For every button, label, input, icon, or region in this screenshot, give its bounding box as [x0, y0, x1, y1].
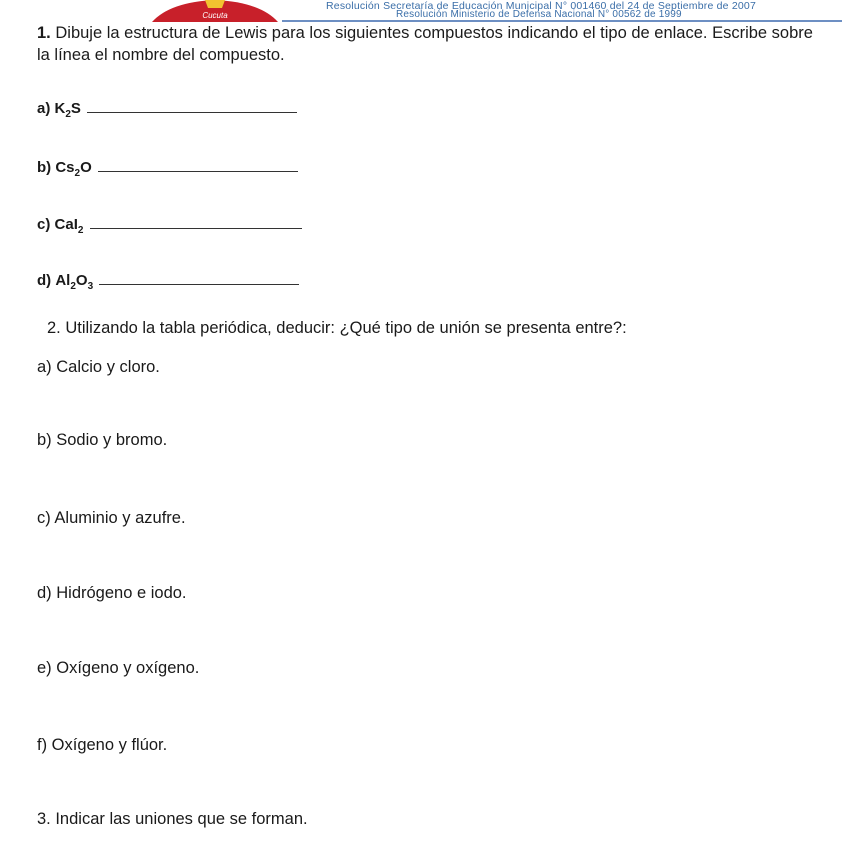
logo-text: Cucuta: [202, 11, 228, 20]
answer-line[interactable]: [98, 159, 298, 172]
item-label: d): [37, 272, 52, 289]
section-1-instructions: [37, 22, 827, 66]
compound-formula: $K_2S$: [54, 100, 81, 120]
section-1-text: Dibuje la estructura de Lewis para los siguientes compuestos indicando el tipo de enlace. Escribe sobre la línea el nombre del compuesto.: [37, 24, 813, 64]
pair-item-f: f) Oxígeno y flúor.: [37, 736, 168, 754]
section-3-heading: 3. Indicar las uniones que se forman.: [37, 810, 308, 828]
pair-item-d: d) Hidrógeno e iodo.: [37, 584, 187, 602]
header-resolution-2: Resolución Ministerio de Defensa Nacional N° 00562 de 1999: [396, 9, 682, 20]
pair-item-c: c) Aluminio y azufre.: [37, 509, 186, 527]
header-resolution-1: Resolución Secretaría de Educación Municipal N° 001460 del 24 de Septiembre de 2007: [326, 0, 756, 12]
answer-line[interactable]: [99, 272, 299, 285]
compound-item-c: [37, 216, 302, 236]
answer-line[interactable]: [90, 216, 302, 229]
item-label: a): [37, 100, 51, 117]
answer-line[interactable]: [87, 100, 297, 113]
compound-formula: CaI$_2$: [54, 216, 84, 236]
school-crest-logo: [150, 0, 280, 22]
compound-item-b: [37, 159, 298, 179]
section-2-heading: 2. Utilizando la tabla periódica, deducir: ¿Qué tipo de unión se presenta entre?:: [47, 319, 627, 337]
item-label: b): [37, 159, 52, 176]
pair-item-a: a) Calcio y cloro.: [37, 358, 160, 376]
compound-formula: $Al_2O_3$: [55, 272, 94, 292]
pair-item-b: b) Sodio y bromo.: [37, 431, 168, 449]
pair-item-e: e) Oxígeno y oxígeno.: [37, 659, 200, 677]
compound-formula: $Cs_2O$: [55, 159, 92, 179]
compound-item-a: [37, 100, 297, 120]
section-1-number: 1.: [37, 24, 51, 42]
compound-item-d: [37, 272, 299, 292]
item-label: c): [37, 216, 51, 233]
